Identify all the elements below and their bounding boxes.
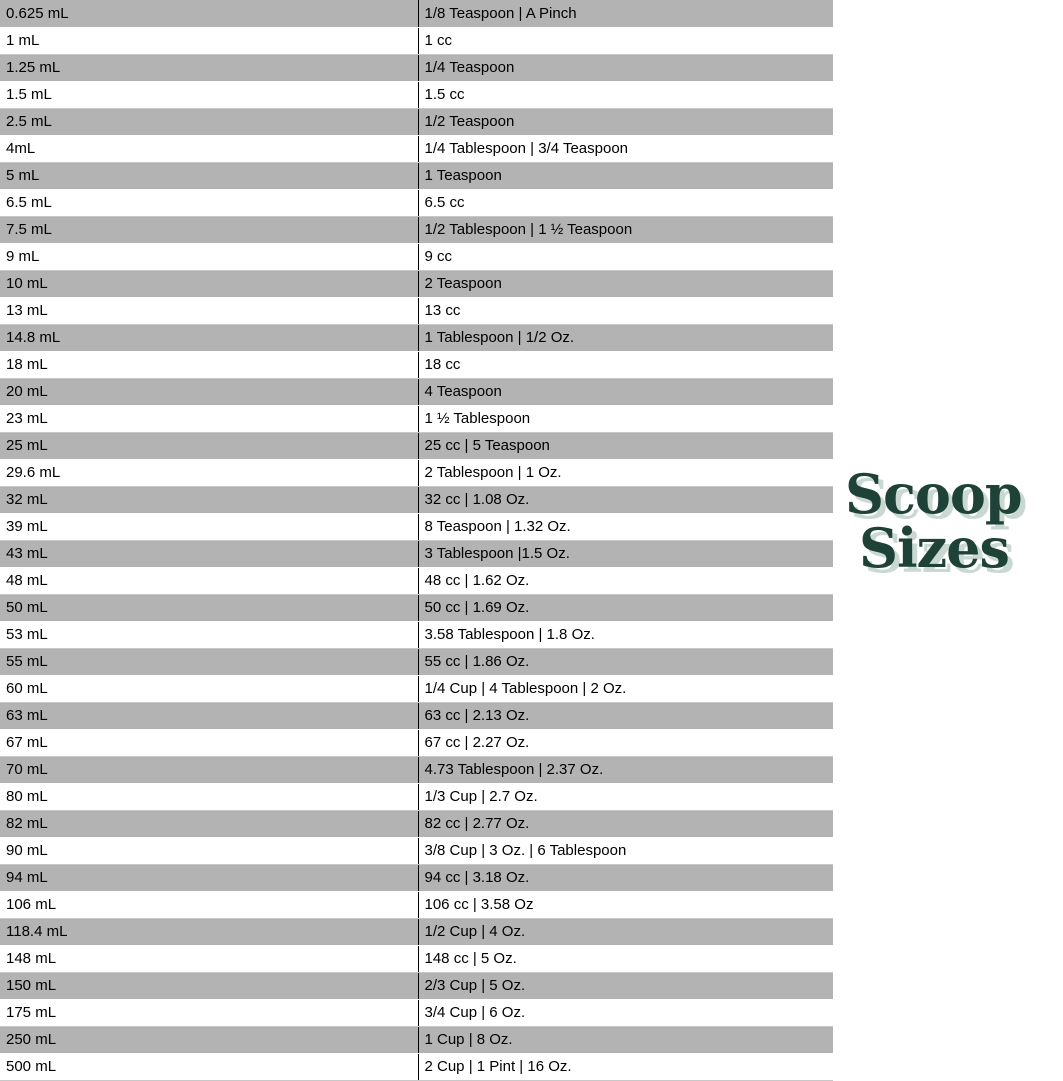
cell-equivalent: 82 cc | 2.77 Oz. xyxy=(418,810,833,837)
table-row xyxy=(0,108,833,135)
cell-milliliters: 32 mL xyxy=(0,486,418,513)
table-row xyxy=(0,783,833,810)
cell-equivalent: 9 cc xyxy=(418,243,833,270)
table-row xyxy=(0,972,833,999)
logo-line-2: Sizes xyxy=(859,515,1009,580)
cell-milliliters: 175 mL xyxy=(0,999,418,1026)
cell-equivalent: 1 cc xyxy=(418,27,833,54)
cell-equivalent: 1/8 Teaspoon | A Pinch xyxy=(418,0,833,27)
table-row xyxy=(0,891,833,918)
table-row xyxy=(0,297,833,324)
table-row xyxy=(0,135,833,162)
cell-equivalent: 3/8 Cup | 3 Oz. | 6 Tablespoon xyxy=(418,837,833,864)
table-row xyxy=(0,945,833,972)
cell-milliliters: 5 mL xyxy=(0,162,418,189)
cell-milliliters: 90 mL xyxy=(0,837,418,864)
cell-equivalent: 18 cc xyxy=(418,351,833,378)
cell-equivalent: 25 cc | 5 Teaspoon xyxy=(418,432,833,459)
table-row xyxy=(0,81,833,108)
cell-equivalent: 1 ½ Tablespoon xyxy=(418,405,833,432)
cell-milliliters: 6.5 mL xyxy=(0,189,418,216)
table-row xyxy=(0,27,833,54)
table-row xyxy=(0,486,833,513)
table-row xyxy=(0,756,833,783)
cell-milliliters: 23 mL xyxy=(0,405,418,432)
table-row xyxy=(0,999,833,1026)
table-row xyxy=(0,1053,833,1080)
cell-equivalent: 1 Cup | 8 Oz. xyxy=(418,1026,833,1053)
cell-milliliters: 500 mL xyxy=(0,1053,418,1080)
cell-equivalent: 2 Cup | 1 Pint | 16 Oz. xyxy=(418,1053,833,1080)
table-row xyxy=(0,351,833,378)
table-row xyxy=(0,810,833,837)
table-row xyxy=(0,864,833,891)
cell-equivalent: 63 cc | 2.13 Oz. xyxy=(418,702,833,729)
table-row xyxy=(0,837,833,864)
cell-equivalent: 4 Teaspoon xyxy=(418,378,833,405)
cell-equivalent: 50 cc | 1.69 Oz. xyxy=(418,594,833,621)
cell-equivalent: 67 cc | 2.27 Oz. xyxy=(418,729,833,756)
cell-equivalent: 1 Teaspoon xyxy=(418,162,833,189)
cell-milliliters: 82 mL xyxy=(0,810,418,837)
table-row xyxy=(0,675,833,702)
table-row xyxy=(0,54,833,81)
cell-milliliters: 14.8 mL xyxy=(0,324,418,351)
table-row xyxy=(0,513,833,540)
table-row xyxy=(0,0,833,27)
cell-milliliters: 2.5 mL xyxy=(0,108,418,135)
cell-milliliters: 29.6 mL xyxy=(0,459,418,486)
cell-equivalent: 3/4 Cup | 6 Oz. xyxy=(418,999,833,1026)
cell-equivalent: 1/2 Tablespoon | 1 ½ Teaspoon xyxy=(418,216,833,243)
cell-equivalent: 106 cc | 3.58 Oz xyxy=(418,891,833,918)
cell-equivalent: 2/3 Cup | 5 Oz. xyxy=(418,972,833,999)
table-row xyxy=(0,378,833,405)
table-row xyxy=(0,162,833,189)
cell-milliliters: 60 mL xyxy=(0,675,418,702)
table-row xyxy=(0,702,833,729)
table-row xyxy=(0,459,833,486)
cell-equivalent: 13 cc xyxy=(418,297,833,324)
cell-equivalent: 1 Tablespoon | 1/2 Oz. xyxy=(418,324,833,351)
cell-equivalent: 2 Teaspoon xyxy=(418,270,833,297)
cell-equivalent: 1/2 Cup | 4 Oz. xyxy=(418,918,833,945)
cell-equivalent: 55 cc | 1.86 Oz. xyxy=(418,648,833,675)
table-row xyxy=(0,918,833,945)
cell-equivalent: 48 cc | 1.62 Oz. xyxy=(418,567,833,594)
cell-milliliters: 53 mL xyxy=(0,621,418,648)
table-row xyxy=(0,324,833,351)
cell-milliliters: 39 mL xyxy=(0,513,418,540)
logo-line-1: Scoop xyxy=(845,462,1022,526)
cell-equivalent: 148 cc | 5 Oz. xyxy=(418,945,833,972)
cell-milliliters: 148 mL xyxy=(0,945,418,972)
cell-milliliters: 94 mL xyxy=(0,864,418,891)
cell-milliliters: 18 mL xyxy=(0,351,418,378)
cell-milliliters: 43 mL xyxy=(0,540,418,567)
cell-milliliters: 0.625 mL xyxy=(0,0,418,27)
scoop-sizes-logo xyxy=(845,462,1055,615)
cell-milliliters: 67 mL xyxy=(0,729,418,756)
cell-milliliters: 9 mL xyxy=(0,243,418,270)
cell-milliliters: 150 mL xyxy=(0,972,418,999)
cell-milliliters: 1.25 mL xyxy=(0,54,418,81)
table-row xyxy=(0,1026,833,1053)
cell-milliliters: 80 mL xyxy=(0,783,418,810)
cell-equivalent: 6.5 cc xyxy=(418,189,833,216)
cell-milliliters: 55 mL xyxy=(0,648,418,675)
table-row xyxy=(0,189,833,216)
cell-equivalent: 1/4 Tablespoon | 3/4 Teaspoon xyxy=(418,135,833,162)
cell-milliliters: 25 mL xyxy=(0,432,418,459)
cell-equivalent: 32 cc | 1.08 Oz. xyxy=(418,486,833,513)
cell-equivalent: 1/2 Teaspoon xyxy=(418,108,833,135)
cell-milliliters: 106 mL xyxy=(0,891,418,918)
cell-equivalent: 3.58 Tablespoon | 1.8 Oz. xyxy=(418,621,833,648)
table-row xyxy=(0,540,833,567)
table-row xyxy=(0,648,833,675)
cell-milliliters: 63 mL xyxy=(0,702,418,729)
table-row xyxy=(0,405,833,432)
cell-equivalent: 4.73 Tablespoon | 2.37 Oz. xyxy=(418,756,833,783)
table-row xyxy=(0,729,833,756)
cell-milliliters: 4mL xyxy=(0,135,418,162)
cell-milliliters: 50 mL xyxy=(0,594,418,621)
cell-milliliters: 1 mL xyxy=(0,27,418,54)
cell-milliliters: 70 mL xyxy=(0,756,418,783)
table-row xyxy=(0,594,833,621)
table-row xyxy=(0,567,833,594)
cell-milliliters: 250 mL xyxy=(0,1026,418,1053)
table-row xyxy=(0,270,833,297)
cell-equivalent: 1/4 Cup | 4 Tablespoon | 2 Oz. xyxy=(418,675,833,702)
cell-equivalent: 8 Teaspoon | 1.32 Oz. xyxy=(418,513,833,540)
cell-equivalent: 94 cc | 3.18 Oz. xyxy=(418,864,833,891)
cell-equivalent: 1.5 cc xyxy=(418,81,833,108)
cell-equivalent: 2 Tablespoon | 1 Oz. xyxy=(418,459,833,486)
cell-milliliters: 13 mL xyxy=(0,297,418,324)
cell-milliliters: 20 mL xyxy=(0,378,418,405)
cell-milliliters: 7.5 mL xyxy=(0,216,418,243)
table-row xyxy=(0,432,833,459)
table-row xyxy=(0,216,833,243)
cell-equivalent: 1/3 Cup | 2.7 Oz. xyxy=(418,783,833,810)
cell-equivalent: 1/4 Teaspoon xyxy=(418,54,833,81)
cell-milliliters: 118.4 mL xyxy=(0,918,418,945)
cell-milliliters: 48 mL xyxy=(0,567,418,594)
cell-milliliters: 10 mL xyxy=(0,270,418,297)
cell-milliliters: 1.5 mL xyxy=(0,81,418,108)
cell-equivalent: 3 Tablespoon |1.5 Oz. xyxy=(418,540,833,567)
table-row xyxy=(0,621,833,648)
table-row xyxy=(0,243,833,270)
